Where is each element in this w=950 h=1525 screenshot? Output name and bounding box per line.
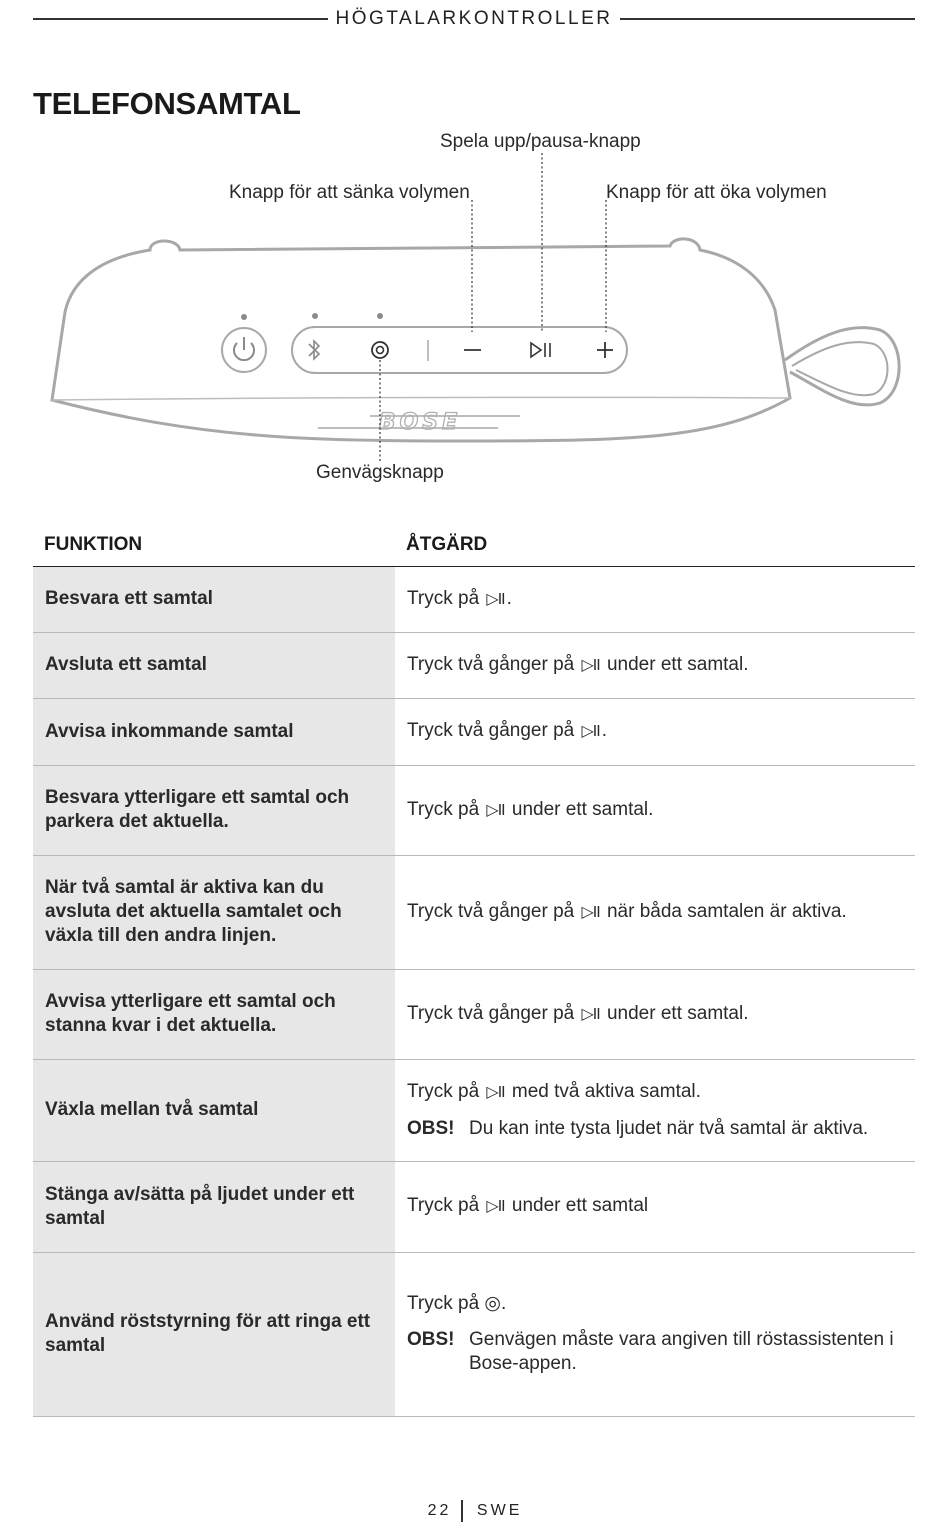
shortcut-icon bbox=[372, 342, 388, 358]
power-button bbox=[222, 328, 266, 372]
action-cell: Tryck två gånger på ▷II när båda samtalen är aktiva. bbox=[395, 855, 915, 969]
strap-loop-inner bbox=[792, 342, 888, 395]
shortcut-indicator-light bbox=[377, 313, 383, 319]
page-footer bbox=[0, 1500, 950, 1522]
play-pause-icon: ▷II bbox=[581, 1005, 600, 1023]
function-cell: Besvara ytterligare ett samtal och parkera det aktuella. bbox=[33, 765, 395, 855]
action-cell: Tryck två gånger på ▷II under ett samtal. bbox=[395, 632, 915, 698]
column-header-function: FUNKTION bbox=[33, 524, 395, 566]
play-pause-icon: ▷II bbox=[486, 590, 505, 608]
play-pause-icon: ▷II bbox=[581, 903, 600, 921]
play-pause-icon: ▷II bbox=[581, 723, 600, 740]
table-row bbox=[33, 1059, 915, 1161]
note-label: OBS! bbox=[407, 1329, 455, 1350]
table-row bbox=[33, 698, 915, 765]
callout-volume-up: Knapp för att öka volymen bbox=[606, 182, 827, 203]
function-cell: Besvara ett samtal bbox=[33, 566, 395, 632]
action-cell: Tryck på ◎. OBS! Genvägen måste vara angiven till röstassistenten i Bose-appen. bbox=[395, 1252, 915, 1416]
callout-play-pause: Spela upp/pausa-knapp bbox=[440, 131, 641, 152]
function-cell: Använd röststyrning för att ringa ett samtal bbox=[33, 1252, 395, 1416]
action-cell: Tryck på ▷II under ett samtal. bbox=[395, 765, 915, 855]
note bbox=[407, 1117, 903, 1141]
table-row bbox=[33, 765, 915, 855]
table-row bbox=[33, 969, 915, 1059]
play-pause-icon: ▷II bbox=[486, 1198, 505, 1215]
function-cell: Avsluta ett samtal bbox=[33, 632, 395, 698]
play-pause-icon bbox=[531, 343, 550, 357]
table-row bbox=[33, 632, 915, 698]
action-cell: Tryck på ▷II under ett samtal bbox=[395, 1161, 915, 1252]
speaker-diagram bbox=[0, 0, 950, 500]
footer-separator bbox=[461, 1500, 463, 1522]
strap-loop bbox=[785, 328, 899, 405]
volume-up-icon bbox=[597, 342, 613, 358]
logo-text: BOSE bbox=[378, 410, 462, 435]
action-cell: Tryck två gånger på ▷II under ett samtal. bbox=[395, 969, 915, 1059]
page-title: TELEFONSAMTAL bbox=[33, 86, 301, 121]
play-pause-icon: ▷II bbox=[581, 656, 600, 674]
page-number: 22 bbox=[427, 1502, 452, 1519]
note-label: OBS! bbox=[407, 1117, 455, 1139]
speaker-seam bbox=[52, 397, 790, 400]
function-cell: Avvisa inkommande samtal bbox=[33, 698, 395, 765]
play-pause-icon: ▷II bbox=[486, 1083, 505, 1101]
function-cell: När två samtal är aktiva kan du avsluta det aktuella samtalet och växla till den andra linjen. bbox=[33, 855, 395, 969]
action-cell: Tryck två gånger på ▷II . bbox=[395, 698, 915, 765]
note-text: Du kan inte tysta ljudet när två samtal är aktiva. bbox=[469, 1117, 869, 1139]
bluetooth-icon bbox=[309, 341, 319, 359]
column-header-action: ÅTGÄRD bbox=[395, 524, 915, 566]
function-cell: Växla mellan två samtal bbox=[33, 1059, 395, 1161]
note-text: Genvägen måste vara angiven till röstassistenten i Bose-appen. bbox=[469, 1329, 894, 1374]
callout-volume-down: Knapp för att sänka volymen bbox=[229, 182, 470, 203]
table-row bbox=[33, 855, 915, 969]
callout-shortcut: Genvägsknapp bbox=[316, 462, 444, 483]
function-cell: Avvisa ytterligare ett samtal och stanna kvar i det aktuella. bbox=[33, 969, 395, 1059]
language-code: SWE bbox=[476, 1502, 523, 1519]
table-row bbox=[33, 566, 915, 632]
table-header-row bbox=[33, 524, 915, 566]
play-pause-icon: ▷II bbox=[486, 801, 505, 819]
action-cell: Tryck på ▷II . bbox=[395, 566, 915, 632]
shortcut-icon: ◎ bbox=[484, 1293, 502, 1314]
function-cell: Stänga av/sätta på ljudet under ett samtal bbox=[33, 1161, 395, 1252]
note bbox=[407, 1328, 903, 1376]
action-cell: Tryck på ▷II med två aktiva samtal. OBS! Du kan inte tysta ljudet när två samtal är aktiva. bbox=[395, 1059, 915, 1161]
section-title: HÖGTALARKONTROLLER bbox=[335, 8, 613, 29]
bluetooth-indicator-light bbox=[312, 313, 318, 319]
table-row bbox=[33, 1252, 915, 1416]
function-table bbox=[33, 524, 915, 1417]
button-strip bbox=[292, 327, 627, 373]
table-row bbox=[33, 1161, 915, 1252]
bose-logo bbox=[318, 410, 520, 435]
power-indicator-light bbox=[241, 314, 247, 320]
